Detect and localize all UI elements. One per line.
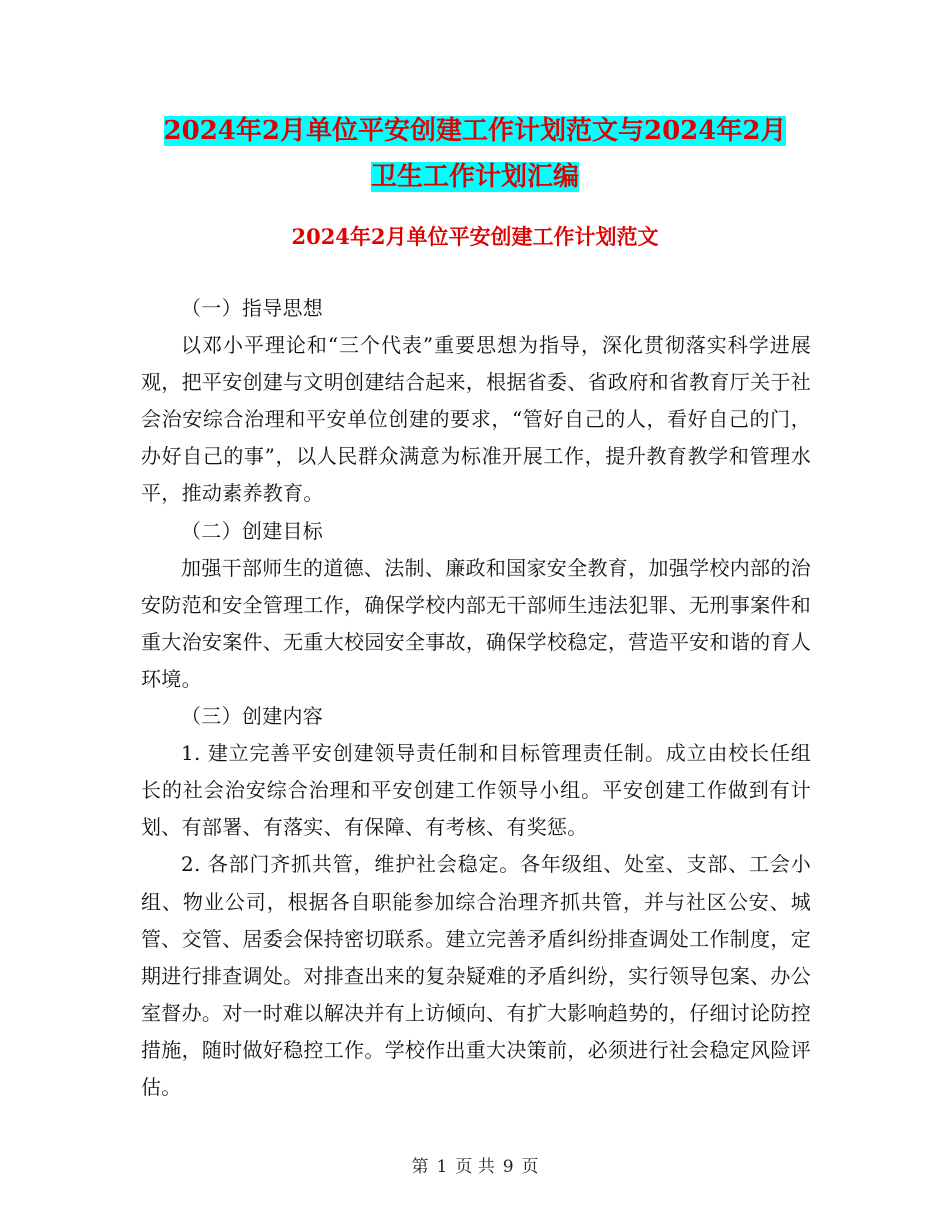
footer-middle: 页 共 [455, 1157, 495, 1177]
paragraph-guiding-ideology: 以邓小平理论和“三个代表”重要思想为指导，深化贯彻落实科学进展观，把平安创建与文明创建结合起来，根据省委、省政府和省教育厅关于社会治安综合治理和平安单位创建的要求，“管好自己的人，看好自己的门，办好自己的事”，以人民群众满意为标准开展工作，提升教育教学和管理水平，推动素养教育。 [141, 333, 811, 506]
heading-creation-content: （三）创建内容 [181, 704, 324, 729]
paragraph-item-2: 2. 各部门齐抓共管，维护社会稳定。各年级组、处室、支部、工会小组、物业公司，根据各自职能参加综合治理齐抓共管，并与社区公安、城管、交管、居委会保持密切联系。建立完善矛盾纠纷排查调处工作制度，定期进行排查调处。对排查出来的复杂疑难的矛盾纠纷，实行领导包案、办公室督办。对一时难以解决并有上访倾向、有扩大影响趋势的，仔细讨论防控措施，随时做好稳控工作。学校作出重大决策前，必须进行社会稳定风险评估。 [141, 852, 811, 1099]
section-title: 2024年2月单位平安创建工作计划范文 [291, 224, 659, 249]
footer-suffix: 页 [521, 1157, 539, 1177]
paragraph-creation-goals: 加强干部师生的道德、法制、廉政和国家安全教育，加强学校内部的治安防范和安全管理工作，确保学校内部无干部师生违法犯罪、无刑事案件和重大治安案件、无重大校园安全事故，确保学校稳定，营造平安和谐的育人环境。 [141, 555, 811, 691]
document-title-line-2: 卫生工作计划汇编 [370, 162, 579, 192]
heading-guiding-ideology: （一）指导思想 [181, 296, 324, 320]
document-title-line-1: 2024年2月单位平安创建工作计划范文与2024年2月 [163, 116, 787, 146]
footer-prefix: 第 [411, 1157, 429, 1177]
paragraph-item-1: 1. 建立完善平安创建领导责任制和目标管理责任制。成立由校长任组长的社会治安综合治理和平安创建工作领导小组。平安创建工作做到有计划、有部署、有落实、有保障、有考核、有奖惩。 [141, 741, 811, 840]
footer-total-pages: 9 [502, 1157, 514, 1177]
page-footer [0, 1152, 950, 1177]
document-title [140, 108, 810, 200]
heading-creation-goals: （二）创建目标 [181, 518, 324, 543]
footer-page-number: 1 [436, 1157, 448, 1177]
document-body [141, 290, 811, 1106]
